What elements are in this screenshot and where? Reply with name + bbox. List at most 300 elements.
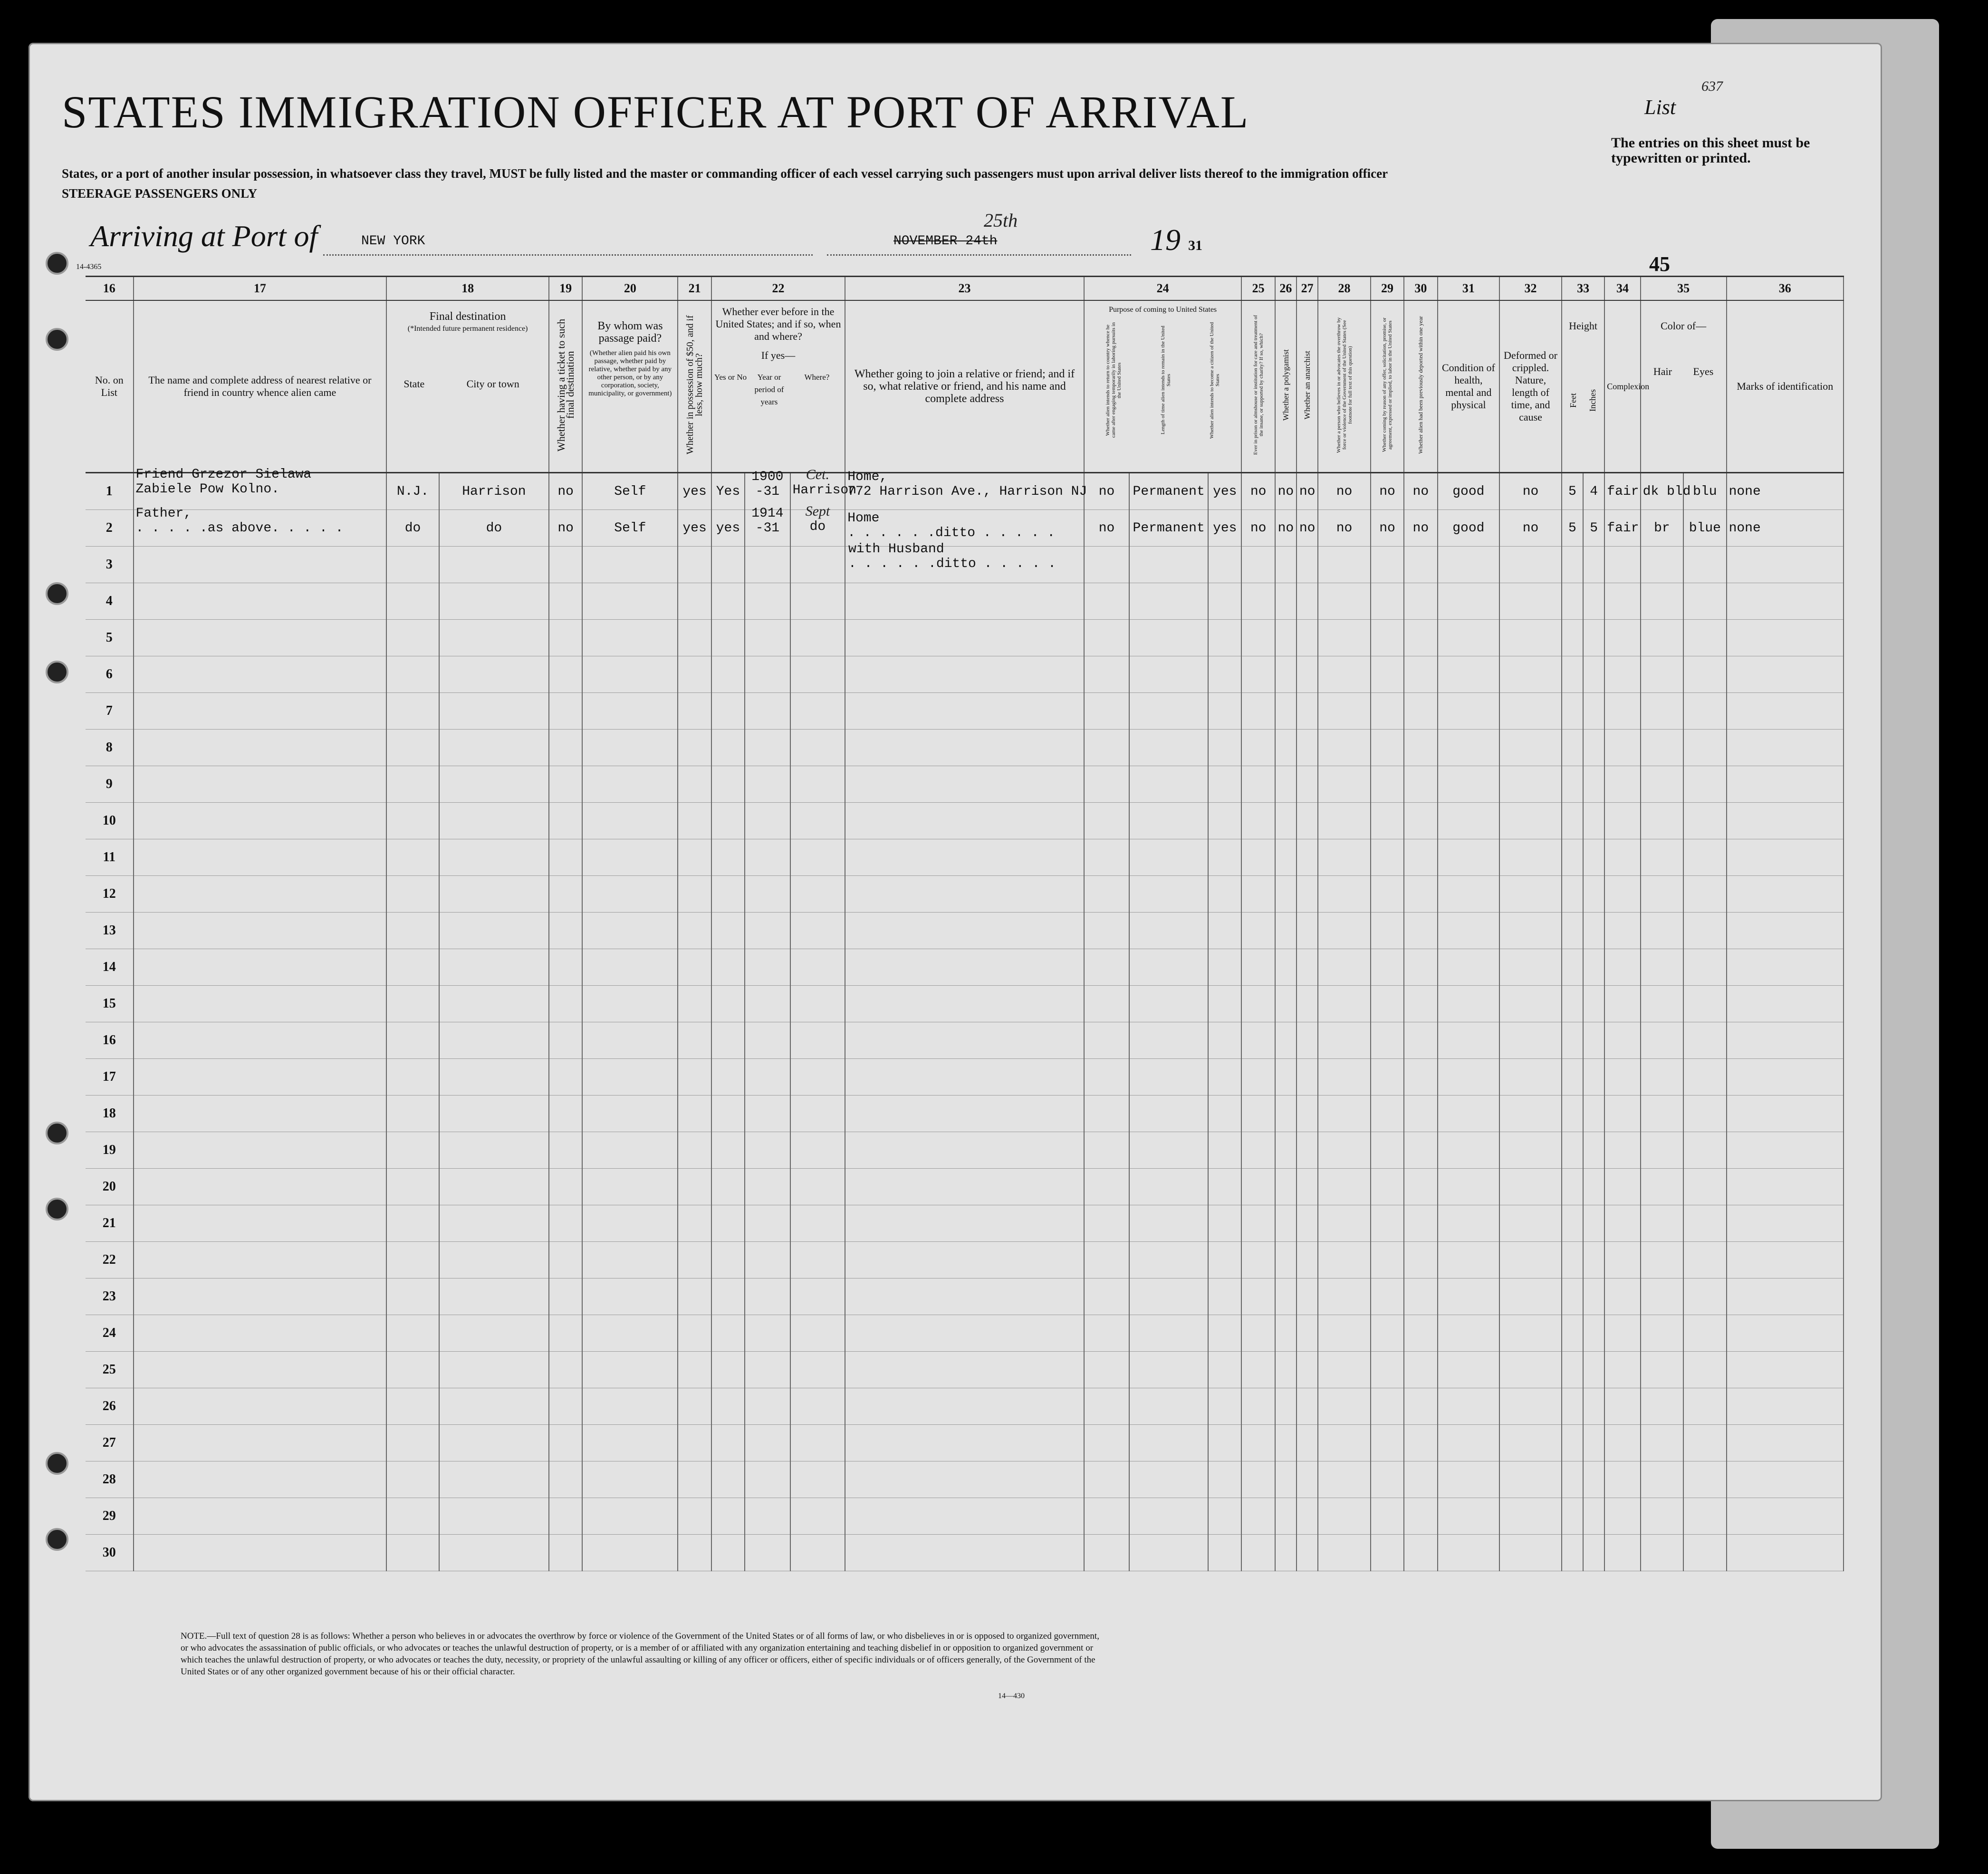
empty-cell (1727, 656, 1844, 693)
empty-cell (1683, 1315, 1726, 1352)
row-number: 12 (86, 876, 134, 913)
row-number: 8 (86, 730, 134, 766)
empty-cell (1241, 1388, 1275, 1425)
empty-cell (439, 839, 549, 876)
empty-cell (1241, 1425, 1275, 1461)
empty-cell (1562, 620, 1583, 656)
empty-cell (1275, 986, 1297, 1022)
empty-cell (1084, 876, 1129, 913)
empty-cell (1641, 766, 1683, 803)
empty-cell (1275, 1315, 1297, 1352)
table-row (86, 1132, 1844, 1169)
form-code: 14-4365 (76, 263, 102, 271)
empty-cell (582, 1498, 678, 1535)
empty-cell (1562, 1169, 1583, 1205)
empty-cell (1499, 1242, 1562, 1278)
empty-cell (845, 1169, 1084, 1205)
empty-cell (582, 656, 678, 693)
empty-cell (1641, 1278, 1683, 1315)
empty-cell (1583, 1242, 1604, 1278)
empty-cell (1275, 766, 1297, 803)
row-number: 4 (86, 583, 134, 620)
empty-cell (1275, 839, 1297, 876)
empty-cell (1208, 766, 1241, 803)
empty-cell (1241, 1205, 1275, 1242)
empty-cell (582, 1169, 678, 1205)
binding-hole (46, 1198, 68, 1221)
empty-cell (439, 803, 549, 839)
empty-cell (1208, 1352, 1241, 1388)
binding-hole (46, 1452, 68, 1475)
binding-hole (46, 252, 68, 275)
empty-cell (1241, 949, 1275, 986)
empty-cell (439, 547, 549, 583)
empty-cell (1604, 803, 1640, 839)
empty-cell (1438, 547, 1500, 583)
empty-cell (845, 1388, 1084, 1425)
empty-cell (1404, 1169, 1437, 1205)
empty-cell (582, 803, 678, 839)
row-number: 3 (86, 547, 134, 583)
empty-cell (134, 1242, 387, 1278)
empty-cell (745, 876, 790, 913)
empty-cell (582, 1205, 678, 1242)
empty-cell (845, 803, 1084, 839)
empty-cell (1583, 1278, 1604, 1315)
empty-cell (1371, 1352, 1404, 1388)
empty-cell (1404, 1352, 1437, 1388)
empty-cell (1297, 1315, 1318, 1352)
empty-cell (1727, 1425, 1844, 1461)
empty-cell (1562, 1022, 1583, 1059)
table-row (86, 1096, 1844, 1132)
empty-cell (1371, 1096, 1404, 1132)
table-row (86, 876, 1844, 913)
empty-cell (1499, 693, 1562, 730)
empty-cell (1404, 839, 1437, 876)
empty-cell (745, 949, 790, 986)
header-height: Height Feet Inches (1562, 300, 1604, 473)
empty-cell (1727, 1022, 1844, 1059)
empty-cell (134, 1132, 387, 1169)
empty-cell (1727, 1242, 1844, 1278)
empty-cell (1318, 1352, 1371, 1388)
empty-cell (711, 839, 745, 876)
empty-cell (1084, 620, 1129, 656)
empty-cell (582, 1388, 678, 1425)
empty-cell (1683, 1169, 1726, 1205)
empty-cell (1129, 547, 1208, 583)
empty-cell (134, 766, 387, 803)
row-number: 22 (86, 1242, 134, 1278)
empty-cell (1318, 1205, 1371, 1242)
empty-cell (711, 1132, 745, 1169)
empty-cell (1318, 1169, 1371, 1205)
table-row (86, 1059, 1844, 1096)
empty-cell (1583, 913, 1604, 949)
footnote-code: 14—430 (998, 1692, 1025, 1700)
empty-cell (845, 986, 1084, 1022)
empty-cell (745, 1425, 790, 1461)
empty-cell (1371, 986, 1404, 1022)
empty-cell (1404, 730, 1437, 766)
empty-cell (1084, 1059, 1129, 1096)
empty-cell (711, 656, 745, 693)
empty-cell (1129, 1498, 1208, 1535)
empty-cell (1562, 1059, 1583, 1096)
empty-cell (134, 1535, 387, 1571)
empty-cell (439, 1498, 549, 1535)
empty-cell (1371, 1425, 1404, 1461)
empty-cell (1208, 803, 1241, 839)
empty-cell (439, 1022, 549, 1059)
empty-cell (1129, 876, 1208, 913)
empty-cell (1438, 693, 1500, 730)
empty-cell (678, 1242, 711, 1278)
empty-cell (1084, 986, 1129, 1022)
table-row (86, 839, 1844, 876)
empty-cell (1084, 1169, 1129, 1205)
empty-cell (1641, 1096, 1683, 1132)
empty-cell (439, 1315, 549, 1352)
empty-cell (1275, 1169, 1297, 1205)
empty-cell (1371, 1022, 1404, 1059)
empty-cell (1318, 1096, 1371, 1132)
empty-cell (1404, 949, 1437, 986)
empty-cell (711, 1022, 745, 1059)
empty-cell (1499, 1315, 1562, 1352)
empty-cell (1583, 1205, 1604, 1242)
empty-cell (1683, 1461, 1726, 1498)
empty-cell (790, 1059, 845, 1096)
empty-cell (1641, 547, 1683, 583)
header-before: Whether ever before in the United States; and if so, when and where? If yes— Yes or No Year or period of years Where? (711, 300, 845, 473)
table-row (86, 913, 1844, 949)
empty-cell (711, 1498, 745, 1535)
empty-cell (1641, 1315, 1683, 1352)
empty-cell (1241, 1022, 1275, 1059)
empty-cell (1318, 656, 1371, 693)
empty-cell (1275, 1242, 1297, 1278)
empty-cell (745, 803, 790, 839)
empty-cell (549, 1205, 582, 1242)
empty-cell (790, 803, 845, 839)
table-row (86, 1461, 1844, 1498)
empty-cell (386, 1205, 439, 1242)
empty-cell (1129, 986, 1208, 1022)
empty-cell (678, 1059, 711, 1096)
empty-cell (1275, 1022, 1297, 1059)
empty-cell (1404, 620, 1437, 656)
empty-cell (134, 1278, 387, 1315)
row-number: 18 (86, 1096, 134, 1132)
empty-cell (386, 803, 439, 839)
empty-cell (790, 766, 845, 803)
empty-cell (582, 730, 678, 766)
empty-cell (1604, 1205, 1640, 1242)
empty-cell (1641, 1461, 1683, 1498)
empty-cell (1275, 1425, 1297, 1461)
header-subtitle: States, or a port of another insular possession, in whatsoever class they travel, MUST be fully listed and the master or commanding officer of each vessel carrying such passengers must upon arrival deliver lists thereof to the immigration officer (62, 166, 1388, 181)
empty-cell (134, 1352, 387, 1388)
empty-cell (1438, 876, 1500, 913)
empty-cell (1727, 1352, 1844, 1388)
empty-cell (745, 766, 790, 803)
empty-cell (386, 583, 439, 620)
empty-cell (1129, 1388, 1208, 1425)
empty-cell (678, 730, 711, 766)
empty-cell (386, 547, 439, 583)
column-header-row (86, 300, 1844, 473)
header-relative: The name and complete address of nearest relative or friend in country whence alien came (134, 300, 387, 473)
row-number: 11 (86, 839, 134, 876)
empty-cell (1241, 1498, 1275, 1535)
empty-cell (1208, 1535, 1241, 1571)
empty-cell (845, 1022, 1084, 1059)
empty-cell (711, 876, 745, 913)
empty-cell (1241, 656, 1275, 693)
port-line (323, 254, 813, 256)
empty-cell (1641, 1352, 1683, 1388)
empty-cell (386, 693, 439, 730)
empty-cell (1297, 1205, 1318, 1242)
empty-cell (1404, 583, 1437, 620)
empty-cell (1318, 876, 1371, 913)
empty-cell (549, 1315, 582, 1352)
empty-cell (1604, 1425, 1640, 1461)
empty-cell (386, 1315, 439, 1352)
empty-cell (134, 1022, 387, 1059)
empty-cell (1208, 656, 1241, 693)
empty-cell (745, 913, 790, 949)
empty-cell (1683, 1388, 1726, 1425)
empty-cell (1727, 1132, 1844, 1169)
empty-cell (1438, 583, 1500, 620)
header-deported: Whether alien had been previously deported within one year (1404, 300, 1437, 473)
empty-cell (1129, 1022, 1208, 1059)
empty-cell (582, 766, 678, 803)
empty-cell (1404, 876, 1437, 913)
empty-cell (1084, 583, 1129, 620)
empty-cell (845, 1242, 1084, 1278)
empty-cell (1604, 1059, 1640, 1096)
table-row (86, 1388, 1844, 1425)
empty-cell (1583, 1132, 1604, 1169)
table-row (86, 1169, 1844, 1205)
empty-cell (1727, 1059, 1844, 1096)
empty-cell (582, 620, 678, 656)
empty-cell (1683, 1535, 1726, 1571)
empty-cell (1129, 1461, 1208, 1498)
empty-cell (711, 1096, 745, 1132)
header-polygamist: Whether a polygamist (1275, 300, 1297, 473)
empty-cell (1275, 620, 1297, 656)
empty-cell (134, 1059, 387, 1096)
empty-cell (678, 583, 711, 620)
empty-cell (1499, 876, 1562, 913)
empty-cell (582, 913, 678, 949)
empty-cell (134, 1498, 387, 1535)
empty-cell (1583, 730, 1604, 766)
empty-cell (439, 1535, 549, 1571)
empty-cell (1499, 766, 1562, 803)
empty-cell (1084, 547, 1129, 583)
empty-cell (711, 1535, 745, 1571)
empty-cell (1583, 986, 1604, 1022)
empty-cell (1241, 1315, 1275, 1352)
empty-cell (439, 1205, 549, 1242)
empty-cell (1727, 766, 1844, 803)
empty-cell (1562, 839, 1583, 876)
empty-cell (1438, 1022, 1500, 1059)
empty-cell (1583, 876, 1604, 913)
empty-cell (1562, 1388, 1583, 1425)
empty-cell (1297, 1169, 1318, 1205)
empty-cell (1318, 730, 1371, 766)
empty-cell (439, 1278, 549, 1315)
empty-cell (1727, 986, 1844, 1022)
empty-cell (439, 913, 549, 949)
header-ticket: Whether having a ticket to such final destination (549, 300, 582, 473)
empty-cell (1241, 1169, 1275, 1205)
row-number: 13 (86, 913, 134, 949)
empty-cell (1404, 913, 1437, 949)
empty-cell (711, 1278, 745, 1315)
empty-cell (1683, 547, 1726, 583)
table-row (86, 803, 1844, 839)
empty-cell (711, 803, 745, 839)
empty-cell (1641, 693, 1683, 730)
empty-cell (1297, 1132, 1318, 1169)
empty-cell (1208, 839, 1241, 876)
empty-cell (1297, 876, 1318, 913)
empty-cell (845, 1059, 1084, 1096)
empty-cell (1727, 620, 1844, 656)
empty-cell (745, 1132, 790, 1169)
empty-cell (711, 913, 745, 949)
year-suffix: 31 (1188, 238, 1202, 253)
empty-cell (549, 913, 582, 949)
empty-cell (1562, 876, 1583, 913)
empty-cell (845, 1315, 1084, 1352)
empty-cell (134, 1461, 387, 1498)
header-purpose: Purpose of coming to United States Whether alien intends to return to country whence he came after engaging temporarily in laboring pursuits in the United States Length of time alien intends to remain in the United States Whether alien intends to become a citizen of the United States (1084, 300, 1242, 473)
empty-cell (1318, 1498, 1371, 1535)
empty-cell (745, 1096, 790, 1132)
empty-cell (1683, 949, 1726, 986)
empty-cell (1727, 547, 1844, 583)
empty-cell (1129, 1205, 1208, 1242)
empty-cell (1275, 1059, 1297, 1096)
empty-cell (386, 949, 439, 986)
empty-cell (745, 620, 790, 656)
empty-cell (790, 986, 845, 1022)
empty-cell (1275, 1498, 1297, 1535)
empty-cell (439, 1096, 549, 1132)
empty-cell (386, 620, 439, 656)
empty-cell (790, 839, 845, 876)
empty-cell (711, 1169, 745, 1205)
empty-cell (1641, 1388, 1683, 1425)
binding-hole (46, 1122, 68, 1144)
empty-cell (1371, 1242, 1404, 1278)
empty-cell (1641, 1022, 1683, 1059)
empty-cell (1084, 1352, 1129, 1388)
empty-cell (1129, 730, 1208, 766)
empty-cell (134, 913, 387, 949)
empty-cell (790, 1169, 845, 1205)
empty-cell (1583, 1388, 1604, 1425)
empty-cell (134, 547, 387, 583)
empty-cell (1208, 1278, 1241, 1315)
empty-cell (1683, 1278, 1726, 1315)
empty-cell (1499, 949, 1562, 986)
empty-cell (1583, 839, 1604, 876)
empty-cell (678, 986, 711, 1022)
empty-cell (1129, 913, 1208, 949)
empty-cell (1604, 730, 1640, 766)
empty-cell (1583, 949, 1604, 986)
empty-cell (711, 766, 745, 803)
empty-cell (1562, 986, 1583, 1022)
table-row (86, 1352, 1844, 1388)
empty-cell (1129, 1132, 1208, 1169)
empty-cell (1275, 1388, 1297, 1425)
empty-cell (1562, 730, 1583, 766)
empty-cell (582, 949, 678, 986)
row-number: 30 (86, 1535, 134, 1571)
table-row (86, 656, 1844, 693)
empty-cell (1318, 1535, 1371, 1571)
empty-cell (1318, 839, 1371, 876)
empty-cell (1583, 766, 1604, 803)
header-anarchist: Whether an anarchist (1297, 300, 1318, 473)
empty-cell (1275, 876, 1297, 913)
empty-cell (1499, 1205, 1562, 1242)
empty-cell (1641, 1242, 1683, 1278)
header-color: Color of— Hair Eyes (1641, 300, 1727, 473)
empty-cell (582, 547, 678, 583)
empty-cell (1683, 803, 1726, 839)
empty-cell (1371, 693, 1404, 730)
empty-cell (745, 1242, 790, 1278)
empty-cell (1562, 1315, 1583, 1352)
empty-cell (1499, 583, 1562, 620)
empty-cell (1241, 1242, 1275, 1278)
empty-cell (678, 1425, 711, 1461)
empty-cell (1371, 1205, 1404, 1242)
empty-cell (1727, 693, 1844, 730)
empty-cell (1641, 1132, 1683, 1169)
arrival-port: NEW YORK (361, 234, 425, 249)
empty-cell (1604, 1132, 1640, 1169)
header-health: Condition of health, mental and physical (1438, 300, 1500, 473)
empty-cell (845, 693, 1084, 730)
empty-cell (1583, 1059, 1604, 1096)
empty-cell (1404, 1022, 1437, 1059)
empty-cell (1371, 803, 1404, 839)
empty-cell (1641, 986, 1683, 1022)
empty-cell (845, 876, 1084, 913)
empty-cell (1318, 583, 1371, 620)
empty-cell (549, 839, 582, 876)
empty-cell (1297, 1535, 1318, 1571)
empty-cell (582, 1535, 678, 1571)
empty-cell (1129, 803, 1208, 839)
empty-cell (678, 1132, 711, 1169)
empty-cell (1129, 766, 1208, 803)
empty-cell (1641, 1169, 1683, 1205)
